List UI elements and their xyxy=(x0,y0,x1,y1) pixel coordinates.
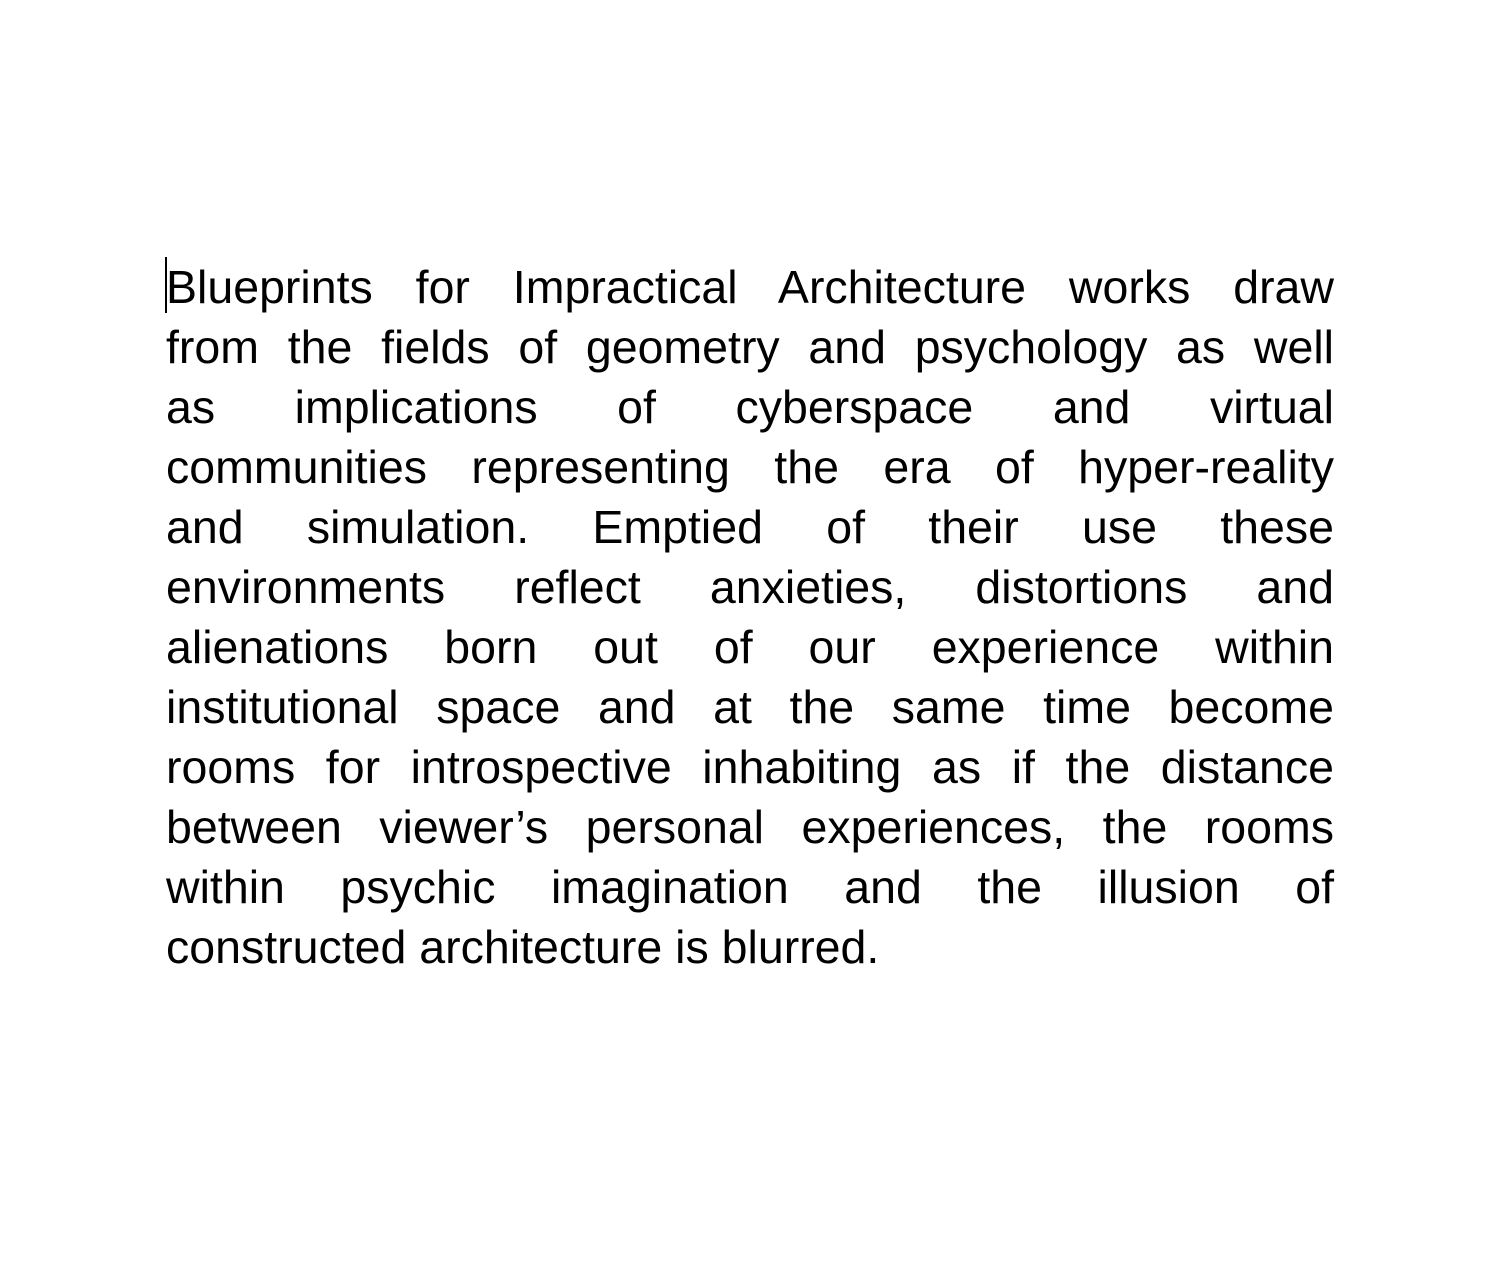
paragraph-line: environments reflect anxieties, distortions and xyxy=(166,561,1334,613)
paragraph-line: Blueprints for Impractical Architecture works draw xyxy=(166,261,1334,313)
body-paragraph[interactable] xyxy=(166,257,1334,977)
paragraph-line: and simulation. Emptied of their use these xyxy=(166,501,1334,553)
paragraph-line: within psychic imagination and the illusion of xyxy=(166,861,1334,913)
paragraph-line: communities representing the era of hyper-reality xyxy=(166,441,1334,493)
paragraph-line: from the fields of geometry and psychology as well xyxy=(166,321,1334,373)
paragraph-line: as implications of cyberspace and virtual xyxy=(166,381,1334,433)
paragraph-line: constructed architecture is blurred. xyxy=(166,921,880,973)
paragraph-line: rooms for introspective inhabiting as if the distance xyxy=(166,741,1334,793)
paragraph-line: between viewer’s personal experiences, the rooms xyxy=(166,801,1334,853)
paragraph-line: alienations born out of our experience within xyxy=(166,621,1334,673)
text-cursor xyxy=(165,257,167,313)
paragraph-line: institutional space and at the same time become xyxy=(166,681,1334,733)
